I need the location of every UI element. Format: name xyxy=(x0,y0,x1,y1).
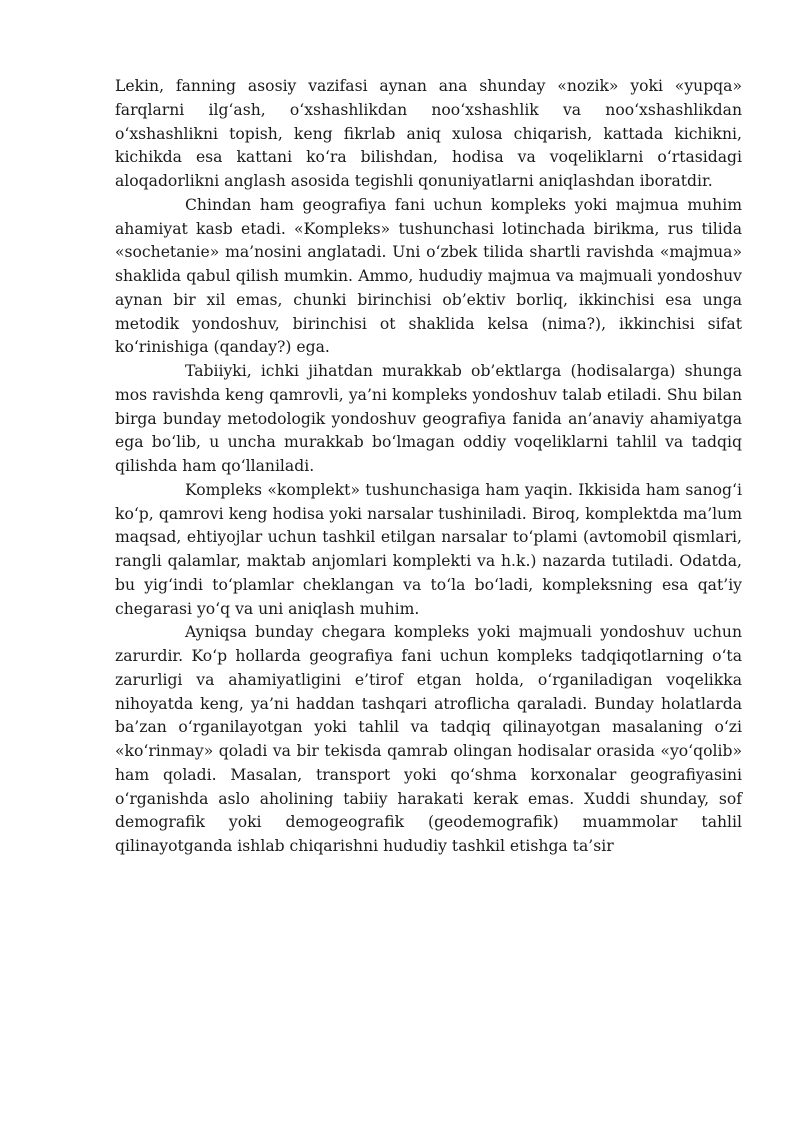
document-page xyxy=(115,75,742,859)
paragraph-2: Chindan ham geografiya fani uchun kompleks yoki majmua muhim ahamiyat kasb etadi. «Kompleks» tushunchasi lotinchada birikma, rus tilida «sochetanie» ma’nosini anglatadi. Uni o‘zbek tilida shartli ravishda «majmua» shaklida qabul qilish mumkin. Ammo, hududiy majmua va majmuali yondoshuv aynan bir xil emas, chunki birinchisi ob’ektiv borliq, ikkinchisi esa unga metodik yondoshuv, birinchisi ot shaklida kelsa (nima?), ikkinchisi sifat ko‘rinishiga (qanday?) ega. xyxy=(115,195,742,357)
paragraph-1: Lekin, fanning asosiy vazifasi aynan ana shunday «nozik» yoki «yupqa» farqlarni ilg‘ash, o‘xshashlikdan noo‘xshashlik va noo‘xshashlikdan o‘xshashlikni topish, keng fikrlab aniq xulosa chiqarish, kattada kichikni, kichikda esa kattani ko‘ra bilishdan, hodisa va voqeliklarni o‘rtasidagi aloqadorlikni anglash asosida tegishli qonuniyatlarni aniqlashdan iboratdir. xyxy=(115,77,742,190)
paragraph-5: Ayniqsa bunday chegara kompleks yoki majmuali yondoshuv uchun zarurdir. Ko‘p hollarda geografiya fani uchun kompleks tadqiqotlarning o‘ta zarurligi va ahamiyatligini e’tirof etgan holda, o‘rganiladigan voqelikka nihoyatda keng, ya’ni haddan tashqari atroflicha qaraladi. Bunday holatlarda ba’zan o‘rganilayotgan yoki tahlil va tadqiq qilinayotgan masalaning o‘zi «ko‘rinmay» qoladi va bir tekisda qamrab olingan hodisalar orasida «yo‘qolib» ham qoladi. Masalan, transport yoki qo‘shma korxonalar geografiyasini o‘rganishda aslo aholining tabiiy harakati kerak emas. Xuddi shunday, sof demografik yoki demogeografik (geodemografik) muammolar tahlil qilinayotganda ishlab chiqarishni hududiy tashkil etishga ta’sir xyxy=(115,623,742,855)
paragraph-4: Kompleks «komplekt» tushunchasiga ham yaqin. Ikkisida ham sanog‘i ko‘p, qamrovi keng hodisa yoki narsalar tushiniladi. Biroq, komplektda ma’lum maqsad, ehtiyojlar uchun tashkil etilgan narsalar to‘plami (avtomobil qismlari, rangli qalamlar, maktab anjomlari komplekti va h.k.) nazarda tutiladi. Odatda, bu yig‘indi to‘plamlar cheklangan va to‘la bo‘ladi, kompleksning esa qat’iy chegarasi yo‘q va uni aniqlash muhim. xyxy=(115,480,742,618)
paragraph-3: Tabiiyki, ichki jihatdan murakkab ob’ektlarga (hodisalarga) shunga mos ravishda keng qamrovli, ya’ni kompleks yondoshuv talab etiladi. Shu bilan birga bunday metodologik yondoshuv geografiya fanida an’anaviy ahamiyatga ega bo‘lib, u uncha murakkab bo‘lmagan oddiy voqeliklarni tahlil va tadqiq qilishda ham qo‘llaniladi. xyxy=(115,362,742,475)
